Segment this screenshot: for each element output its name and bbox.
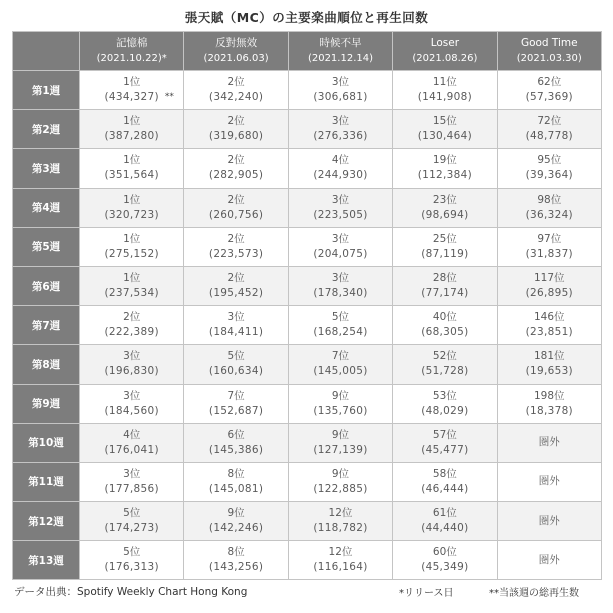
rank-cell <box>497 227 601 266</box>
rank-cell <box>288 227 392 266</box>
rank-cell <box>393 502 497 541</box>
rank-value: 1位 <box>123 193 141 206</box>
stream-count: (51,728) <box>421 365 469 378</box>
rank-value: 4位 <box>123 428 141 441</box>
release-date: (2021.06.03) <box>203 53 269 64</box>
stream-count: (177,856) <box>104 482 159 495</box>
rank-cell <box>288 110 392 149</box>
rank-value: 61位 <box>432 507 457 520</box>
stream-count: (122,885) <box>313 482 368 495</box>
table-row <box>13 306 602 345</box>
rank-cell <box>80 306 184 345</box>
rank-cell <box>497 71 601 110</box>
stream-count: (184,560) <box>104 404 159 417</box>
rank-cell <box>184 423 288 462</box>
stream-count: (87,119) <box>421 247 469 260</box>
rank-cell <box>184 149 288 188</box>
rank-value: 3位 <box>123 389 141 402</box>
week-label: 第4週 <box>13 188 80 227</box>
rank-value: 2位 <box>227 154 245 167</box>
rank-value: 圏外 <box>538 475 560 488</box>
rank-value: 57位 <box>432 428 457 441</box>
rank-value: 12位 <box>328 507 353 520</box>
stream-count: (130,464) <box>417 130 473 143</box>
table-row <box>13 541 602 580</box>
table-row <box>13 502 602 541</box>
rank-cell <box>288 306 392 345</box>
stream-count: (195,452) <box>208 287 264 300</box>
rank-cell <box>497 110 601 149</box>
rank-cell <box>184 71 288 110</box>
rank-value: 3位 <box>331 232 350 245</box>
rank-value: 2位 <box>227 115 245 128</box>
rank-cell <box>393 110 497 149</box>
rank-value: 9位 <box>331 428 350 441</box>
stream-count: (178,340) <box>313 287 368 300</box>
rank-value: 53位 <box>432 389 457 402</box>
header-row <box>13 32 602 71</box>
table-row <box>13 384 602 423</box>
rank-value: 62位 <box>537 76 562 89</box>
rank-value: 圏外 <box>538 514 560 527</box>
rank-value: 97位 <box>537 232 562 245</box>
stream-count: (26,895) <box>525 287 573 300</box>
ranking-table <box>12 31 602 580</box>
rank-value: 23位 <box>432 193 457 206</box>
rank-cell <box>288 266 392 305</box>
week-label: 第8週 <box>13 345 80 384</box>
rank-value: 圏外 <box>538 436 560 449</box>
rank-value: 1位 <box>123 272 141 285</box>
rank-value: 3位 <box>331 272 350 285</box>
rank-cell <box>393 149 497 188</box>
rank-cell <box>288 71 392 110</box>
week-label: 第5週 <box>13 227 80 266</box>
table-row <box>13 149 602 188</box>
column-header <box>497 32 601 71</box>
rank-cell <box>80 423 184 462</box>
rank-value: 117位 <box>534 272 565 285</box>
rank-value: 1位 <box>123 232 141 245</box>
stream-count: (48,778) <box>525 130 573 143</box>
stream-count: (204,075) <box>313 247 368 260</box>
rank-value: 98位 <box>537 193 562 206</box>
rank-value: 圏外 <box>538 553 560 566</box>
rank-cell <box>184 188 288 227</box>
rank-cell <box>288 423 392 462</box>
stream-count: (36,324) <box>525 208 573 221</box>
table-row <box>13 266 602 305</box>
song-title: 時候不早 <box>319 37 362 49</box>
release-date: (2021.03.30) <box>516 53 582 64</box>
streams-marker: ** <box>164 92 174 103</box>
stream-count: (168,254) <box>313 326 368 339</box>
table-row <box>13 345 602 384</box>
rank-cell <box>184 541 288 580</box>
rank-cell <box>393 71 497 110</box>
week-label: 第9週 <box>13 384 80 423</box>
table-row <box>13 423 602 462</box>
rank-cell <box>393 266 497 305</box>
rank-cell <box>497 149 601 188</box>
stream-count: (141,908) <box>417 91 473 104</box>
rank-cell <box>393 227 497 266</box>
stream-count: (142,246) <box>208 522 264 535</box>
week-label: 第1週 <box>13 71 80 110</box>
rank-cell <box>497 266 601 305</box>
table-row <box>13 462 602 501</box>
rank-cell <box>393 188 497 227</box>
stream-count: (351,564) <box>104 169 159 182</box>
stream-count: (320,723) <box>104 208 159 221</box>
rank-cell <box>497 345 601 384</box>
rank-value: 12位 <box>328 546 353 559</box>
rank-cell <box>288 502 392 541</box>
rank-cell <box>184 227 288 266</box>
stream-count: (23,851) <box>525 326 573 339</box>
stream-count: (282,905) <box>208 169 264 182</box>
rank-cell <box>393 541 497 580</box>
stream-count: (222,389) <box>104 326 159 339</box>
release-date: (2021.12.14) <box>307 53 373 64</box>
stream-count: (306,681) <box>313 91 368 104</box>
rank-cell <box>497 462 601 501</box>
rank-value: 40位 <box>432 311 457 324</box>
week-label: 第2週 <box>13 110 80 149</box>
week-label: 第6週 <box>13 266 80 305</box>
stream-count: (276,336) <box>313 130 368 143</box>
rank-cell <box>80 71 184 110</box>
song-title: 反對無效 <box>215 37 258 49</box>
stream-count: (174,273) <box>104 522 159 535</box>
stream-count: (152,687) <box>208 404 264 417</box>
rank-cell <box>288 345 392 384</box>
rank-cell <box>393 423 497 462</box>
stream-count: (48,029) <box>421 404 469 417</box>
stream-count: (19,653) <box>525 365 573 378</box>
header-corner <box>13 32 80 71</box>
rank-value: 3位 <box>123 467 141 480</box>
stream-count: (184,411) <box>208 326 264 339</box>
rank-cell <box>497 541 601 580</box>
rank-cell <box>184 502 288 541</box>
rank-cell <box>393 345 497 384</box>
rank-value: 9位 <box>227 507 245 520</box>
rank-cell <box>80 502 184 541</box>
week-label: 第13週 <box>13 541 80 580</box>
stream-count: (237,534) <box>104 287 159 300</box>
stream-count: (98,694) <box>421 208 469 221</box>
rank-value: 3位 <box>331 193 350 206</box>
rank-cell <box>80 149 184 188</box>
stream-count: (275,152) <box>104 247 159 260</box>
rank-cell <box>184 110 288 149</box>
rank-value: 25位 <box>432 232 457 245</box>
rank-value: 6位 <box>227 428 245 441</box>
rank-value: 3位 <box>123 350 141 363</box>
rank-value: 2位 <box>227 193 245 206</box>
stream-count: (68,305) <box>421 326 469 339</box>
rank-value: 181位 <box>534 350 565 363</box>
rank-value: 7位 <box>227 389 245 402</box>
rank-value: 2位 <box>123 311 141 324</box>
rank-value: 60位 <box>432 546 457 559</box>
stream-count: (434,327) <box>104 91 159 104</box>
rank-cell <box>497 502 601 541</box>
stream-count: (145,005) <box>313 365 368 378</box>
rank-value: 58位 <box>432 467 457 480</box>
stream-count: (176,041) <box>104 443 159 456</box>
stream-count: (127,139) <box>313 443 368 456</box>
stream-count: (57,369) <box>525 91 573 104</box>
stream-count: (77,174) <box>421 287 469 300</box>
rank-value: 5位 <box>227 350 245 363</box>
rank-value: 72位 <box>537 115 562 128</box>
rank-value: 5位 <box>123 546 141 559</box>
rank-value: 3位 <box>331 115 350 128</box>
stream-count: (44,440) <box>421 522 469 535</box>
rank-value: 15位 <box>432 115 457 128</box>
column-header <box>184 32 288 71</box>
rank-value: 146位 <box>534 311 565 324</box>
rank-value: 5位 <box>331 311 350 324</box>
rank-cell <box>80 345 184 384</box>
total-streams-note: **当該週の総再生数 <box>489 588 579 599</box>
rank-value: 11位 <box>432 76 457 89</box>
week-label: 第7週 <box>13 306 80 345</box>
rank-value: 8位 <box>227 467 245 480</box>
rank-cell <box>184 462 288 501</box>
rank-value: 5位 <box>123 507 141 520</box>
rank-value: 19位 <box>432 154 457 167</box>
stream-count: (145,081) <box>208 482 264 495</box>
source-note: データ出典：Spotify Weekly Chart Hong Kong <box>14 586 248 598</box>
table-row <box>13 110 602 149</box>
week-label: 第12週 <box>13 502 80 541</box>
rank-value: 4位 <box>331 154 350 167</box>
rank-cell <box>184 384 288 423</box>
stream-count: (196,830) <box>104 365 159 378</box>
table-row <box>13 227 602 266</box>
stream-count: (342,240) <box>208 91 264 104</box>
rank-cell <box>288 384 392 423</box>
stream-count: (387,280) <box>104 130 159 143</box>
rank-value: 1位 <box>123 115 141 128</box>
rank-cell <box>288 462 392 501</box>
rank-cell <box>80 266 184 305</box>
rank-cell <box>497 306 601 345</box>
rank-value: 2位 <box>227 76 245 89</box>
rank-value: 3位 <box>331 76 350 89</box>
rank-cell <box>184 266 288 305</box>
stream-count: (223,505) <box>313 208 368 221</box>
rank-value: 8位 <box>227 546 245 559</box>
rank-value: 9位 <box>331 389 350 402</box>
stream-count: (39,364) <box>525 169 573 182</box>
stream-count: (18,378) <box>525 404 573 417</box>
rank-cell <box>80 462 184 501</box>
rank-cell <box>288 149 392 188</box>
rank-value: 1位 <box>123 76 141 89</box>
table-body <box>13 71 602 580</box>
stream-count: (160,634) <box>208 365 264 378</box>
stream-count: (223,573) <box>208 247 264 260</box>
song-title: Good Time <box>520 37 578 49</box>
rank-cell <box>288 541 392 580</box>
rank-cell <box>497 423 601 462</box>
rank-value: 1位 <box>123 154 141 167</box>
rank-cell <box>80 188 184 227</box>
rank-value: 28位 <box>432 272 457 285</box>
rank-cell <box>80 541 184 580</box>
rank-cell <box>80 110 184 149</box>
release-date-note: *リリース日 <box>399 588 454 599</box>
rank-cell <box>288 188 392 227</box>
rank-cell <box>80 227 184 266</box>
rank-value: 7位 <box>331 350 350 363</box>
rank-value: 95位 <box>537 154 562 167</box>
stream-count: (143,256) <box>208 561 264 574</box>
rank-cell <box>80 384 184 423</box>
stream-count: (45,477) <box>421 443 469 456</box>
stream-count: (46,444) <box>421 482 469 495</box>
table-row <box>13 71 602 110</box>
rank-value: 9位 <box>331 467 350 480</box>
stream-count: (135,760) <box>313 404 368 417</box>
rank-cell <box>184 345 288 384</box>
song-title: 記憶棉 <box>115 37 148 49</box>
rank-cell <box>497 384 601 423</box>
week-label: 第11週 <box>13 462 80 501</box>
rank-cell <box>497 188 601 227</box>
stream-count: (319,680) <box>208 130 264 143</box>
week-label: 第10週 <box>13 423 80 462</box>
column-header <box>288 32 392 71</box>
table-row <box>13 188 602 227</box>
stream-count: (112,384) <box>417 169 473 182</box>
chart-title: 張天賦（MC）の主要楽曲順位と再生回数 <box>184 10 429 25</box>
stream-count: (31,837) <box>525 247 573 260</box>
stream-count: (260,756) <box>208 208 264 221</box>
column-header <box>80 32 184 71</box>
stream-count: (176,313) <box>104 561 159 574</box>
rank-cell <box>393 306 497 345</box>
rank-cell <box>393 384 497 423</box>
rank-value: 52位 <box>432 350 457 363</box>
stream-count: (118,782) <box>313 522 368 535</box>
release-date: (2021.10.22)* <box>96 53 167 64</box>
rank-cell <box>393 462 497 501</box>
stream-count: (244,930) <box>313 169 368 182</box>
stream-count: (116,164) <box>313 561 368 574</box>
rank-value: 2位 <box>227 272 245 285</box>
column-header <box>393 32 497 71</box>
week-label: 第3週 <box>13 149 80 188</box>
stream-count: (145,386) <box>208 443 264 456</box>
rank-cell <box>184 306 288 345</box>
rank-value: 3位 <box>227 311 245 324</box>
stream-count: (45,349) <box>421 561 469 574</box>
rank-value: 2位 <box>227 232 245 245</box>
release-date: (2021.08.26) <box>412 53 478 64</box>
song-title: Loser <box>430 37 460 49</box>
rank-value: 198位 <box>534 389 565 402</box>
